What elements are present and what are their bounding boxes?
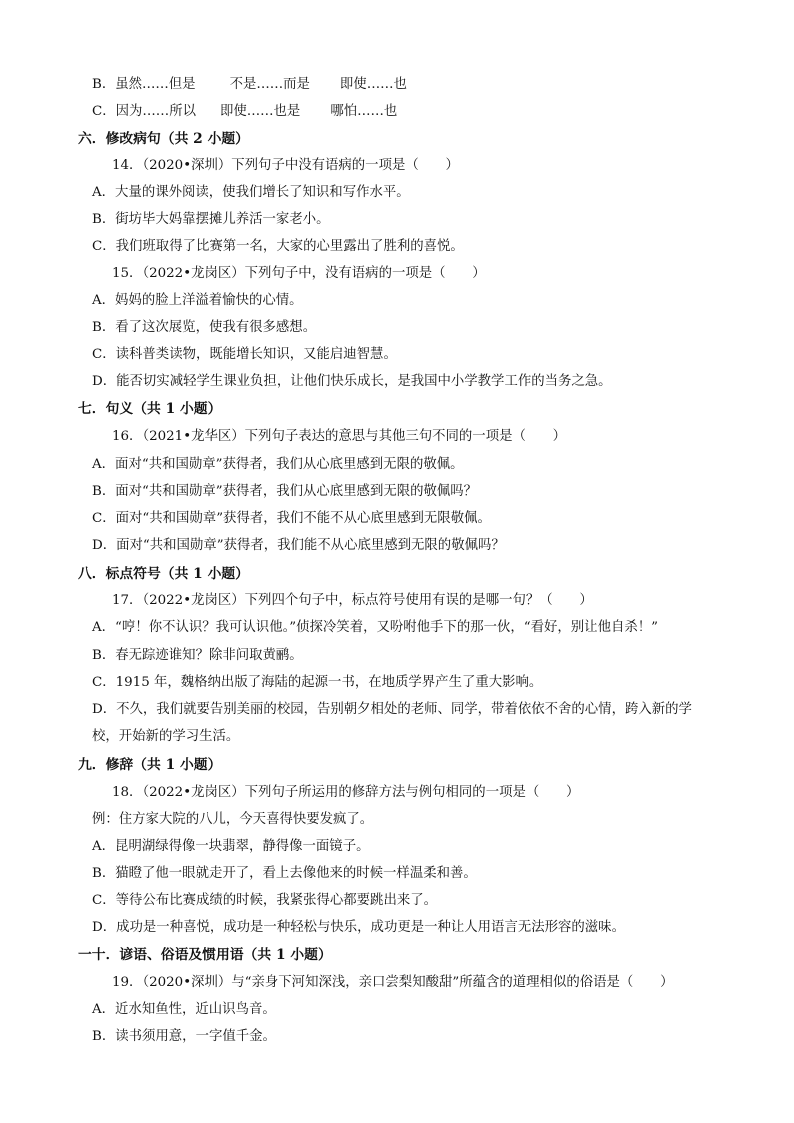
question-16-option-b: B．面对“共和国勋章”获得者，我们从心底里感到无限的敬佩吗？ <box>92 484 478 499</box>
question-18-option-b: B．猫瞪了他一眼就走开了，看上去像他来的时候一样温柔和善。 <box>92 866 477 881</box>
question-17-option-a: A．“哼！你不认识？我可认识他。”侦探冷笑着，又吩咐他手下的那一伙，“看好，别让他自杀！” <box>92 620 658 635</box>
question-19: 19．（2020•深圳）与“亲身下河知深浅，亲口尝梨知酸甜”所蕴含的道理相似的俗语是（ ） <box>112 975 674 990</box>
question-18-option-d: D．成功是一种喜悦，成功是一种轻松与快乐，成功更是一种让人用语言无法形容的滋味。 <box>92 920 625 935</box>
question-17: 17．（2022•龙岗区）下列四个句子中，标点符号使用有误的是哪一句？（ ） <box>112 593 593 608</box>
question-14: 14．（2020•深圳）下列句子中没有语病的一项是（ ） <box>112 158 459 173</box>
section-heading-7: 七．句义（共 1 小题） <box>78 401 222 417</box>
question-19-option-b: B．读书须用意，一字值千金。 <box>92 1029 276 1044</box>
question-18-example: 例：住方家大院的八儿，今天喜得快要发疯了。 <box>92 812 374 827</box>
section-heading-9: 九．修辞（共 1 小题） <box>78 757 222 773</box>
section-heading-6: 六．修改病句（共 2 小题） <box>78 131 249 147</box>
question-14-option-c: C．我们班取得了比赛第一名，大家的心里露出了胜利的喜悦。 <box>92 239 464 254</box>
question-13-option-c <box>92 103 397 121</box>
question-13-option-b <box>92 76 407 94</box>
question-16: 16．（2021•龙华区）下列句子表达的意思与其他三句不同的一项是（ ） <box>112 429 567 444</box>
section-heading-8: 八．标点符号（共 1 小题） <box>78 566 249 582</box>
question-17-option-b: B．春无踪迹谁知？除非问取黄鹂。 <box>92 648 303 663</box>
option-b-part-2: 不是……而是 <box>229 77 310 92</box>
question-15-option-c: C．读科普类读物，既能增长知识，又能启迪智慧。 <box>92 347 397 362</box>
question-15: 15．（2022•龙岗区）下列句子中，没有语病的一项是（ ） <box>112 266 486 281</box>
question-14-option-a: A．大量的课外阅读，使我们增长了知识和写作水平。 <box>92 185 410 200</box>
section-heading-10: 一十．谚语、俗语及惯用语（共 1 小题） <box>78 947 332 963</box>
option-c-part-3: 哪怕……也 <box>330 104 398 119</box>
question-17-option-d: D．不久，我们就要告别美丽的校园，告别朝夕相处的老师、同学，带着依依不舍的心情，跨入新的学 <box>92 702 692 717</box>
question-15-option-b: B．看了这次展览，使我有很多感想。 <box>92 320 317 335</box>
option-c-part-2: 即使……也是 <box>219 104 301 119</box>
option-b-part-1: B．虽然……但是 <box>92 77 196 92</box>
question-18: 18．（2022•龙岗区）下列句子所运用的修辞方法与例句相同的一项是（ ） <box>112 785 580 800</box>
question-16-option-a: A．面对“共和国勋章”获得者，我们从心底里感到无限的敬佩。 <box>92 457 464 472</box>
question-15-option-a: A．妈妈的脸上洋溢着愉快的心情。 <box>92 293 303 308</box>
option-b-part-3: 即使……也 <box>339 77 407 92</box>
question-17-option-c: C．1915 年，魏格纳出版了海陆的起源一书，在地质学界产生了重大影响。 <box>92 675 543 690</box>
question-19-option-a: A．近水知鱼性，近山识鸟音。 <box>92 1002 276 1017</box>
question-18-option-a: A．昆明湖绿得像一块翡翠，静得像一面镜子。 <box>92 839 370 854</box>
question-15-option-d: D．能否切实减轻学生课业负担，让他们快乐成长，是我国中小学教学工作的当务之急。 <box>92 374 612 389</box>
question-14-option-b: B．街坊毕大妈靠摆摊儿养活一家老小。 <box>92 212 330 227</box>
option-c-part-1: C．因为……所以 <box>92 104 196 119</box>
question-16-option-c: C．面对“共和国勋章”获得者，我们不能不从心底里感到无限敬佩。 <box>92 511 491 526</box>
question-18-option-c: C．等待公布比赛成绩的时候，我紧张得心都要跳出来了。 <box>92 893 438 908</box>
question-17-option-d-continued: 校，开始新的学习生活。 <box>92 729 240 744</box>
question-16-option-d: D．面对“共和国勋章”获得者，我们能不从心底里感到无限的敬佩吗？ <box>92 538 505 553</box>
